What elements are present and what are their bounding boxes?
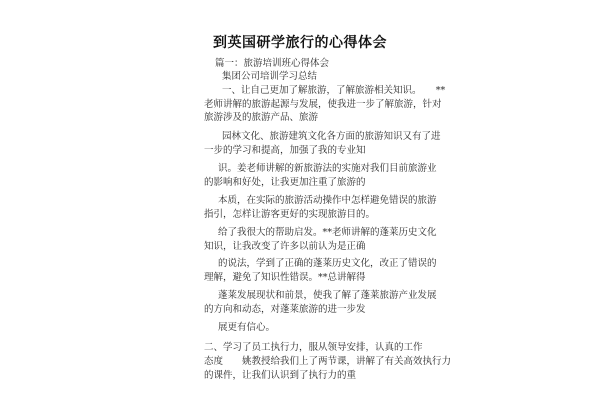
document-line: 旅游涉及的旅游产品、旅游 [204, 112, 319, 123]
document-line: 的方向和动态，对蓬莱旅游的进一步发 [204, 304, 366, 315]
document-line: 本质，在实际的旅游活动操作中怎样避免错误的旅游 [218, 195, 437, 206]
document-line: 展更有信心。 [218, 322, 276, 333]
document-line: 识。姜老师讲解的新旅游法的实施对我们目前旅游业 [218, 163, 437, 174]
document-line: 给了我很大的帮助启发。**老师讲解的蓬莱历史文化 [218, 227, 437, 238]
document-line: 蓬莱发展现状和前景，使我了解了蓬莱旅游产业发展 [218, 290, 437, 301]
document-line: 一、让自己更加了解旅游，了解旅游相关知识。 ** [222, 85, 446, 96]
document-line: 二、学习了员工执行力，服从领导安排，认真的工作 [204, 342, 423, 353]
document-title: 到英国研学旅行的心得体会 [213, 35, 387, 51]
document-line: 的课件，让我们认识到了执行力的重 [204, 370, 357, 381]
document-line: 篇一：旅游培训班心得体会 [215, 58, 330, 69]
document-line: 态度 姚教授给我们上了两节课，讲解了有关高效执行力 [204, 356, 452, 367]
document-line: 老师讲解的旅游起源与发展，使我进一步了解旅游，针对 [204, 99, 442, 110]
document-line: 理解，避免了知识性错误。**总讲解得 [204, 272, 366, 283]
document-line: 园林文化、旅游建筑文化各方面的旅游知识又有了进 [222, 131, 441, 142]
document-line: 知识，让我改变了许多以前认为是正确 [204, 241, 366, 252]
document-line: 的影响和好处，让我更加注重了旅游的 [204, 177, 366, 188]
document-line: 一步的学习和提高，加强了我的专业知 [204, 145, 366, 156]
document-line: 集团公司培训学习总结 [222, 71, 318, 82]
document-line: 的说法，学到了正确的蓬莱历史文化，改正了错误的 [218, 258, 437, 269]
document-line: 指引，怎样让游客更好的实现旅游目的。 [204, 209, 376, 220]
